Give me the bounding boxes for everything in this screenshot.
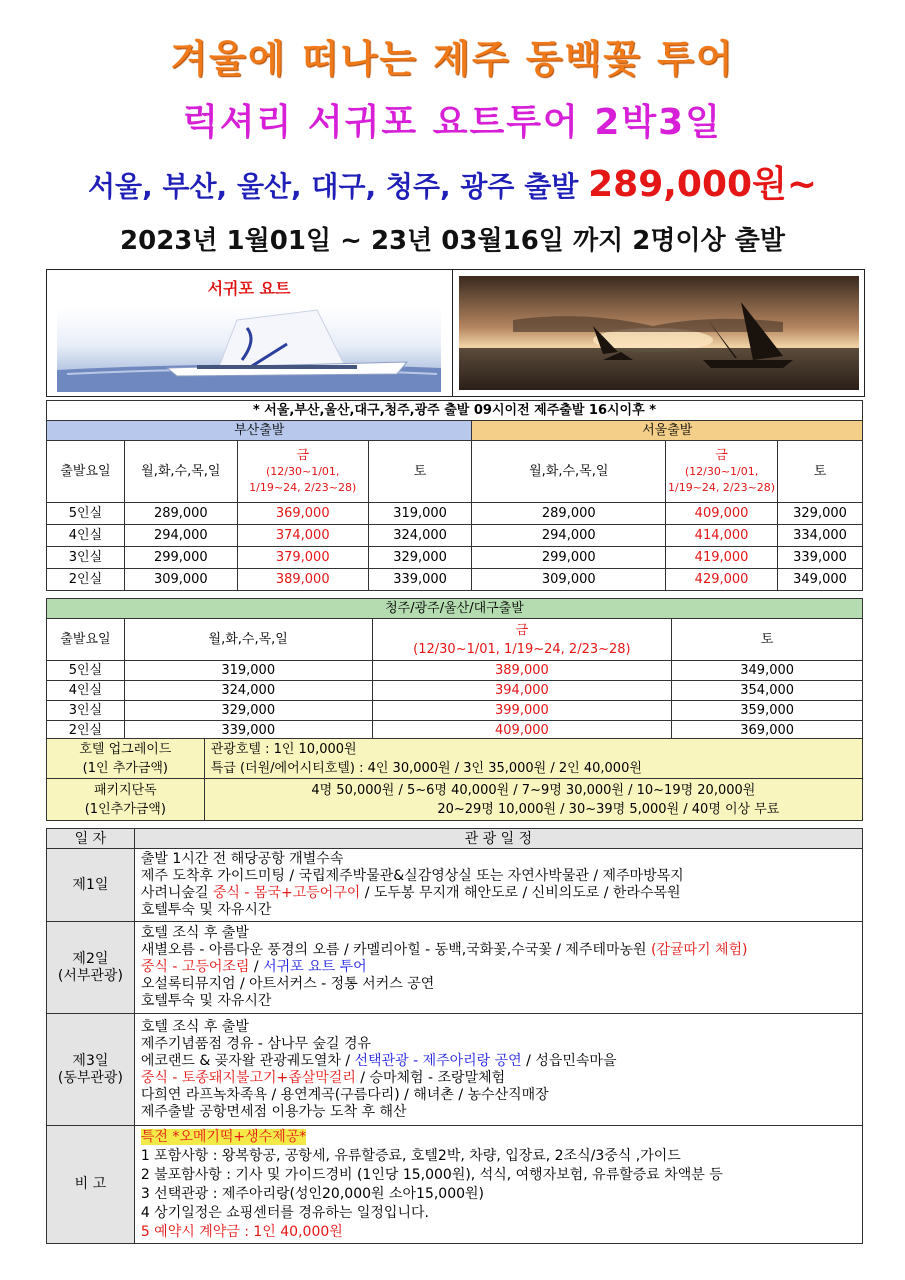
col-saturday: 토 (368, 441, 472, 503)
departure-cities: 서울, 부산, 울산, 대구, 청주, 광주 출발 (87, 170, 579, 203)
price-cell: 294,000 (124, 525, 237, 547)
col-saturday: 토 (778, 441, 863, 503)
day-theme: (동부관광) (57, 1069, 123, 1086)
remark-line: 4 상기일정은 쇼핑센터를 경유하는 일정입니다. (140, 1204, 429, 1221)
plan-line: 호텔투숙 및 자유시간 (140, 902, 272, 918)
day-row (47, 849, 863, 922)
col-friday (666, 441, 778, 503)
col-friday (237, 441, 368, 503)
col-departure-day: 출발요일 (47, 619, 125, 661)
price-cell: 329,000 (778, 503, 863, 525)
col-weekday: 월,화,수,목,일 (124, 619, 372, 661)
price-cell: 319,000 (124, 661, 372, 681)
price-cell: 299,000 (124, 547, 237, 569)
room-type: 5인실 (47, 661, 125, 681)
room-type: 2인실 (47, 721, 125, 741)
special-offer-text: 특전 *오메기떡+생수제공* (140, 1128, 307, 1145)
table-row (47, 701, 863, 721)
friday-note-2: 1/19~24, 2/23~28) (667, 480, 776, 494)
day3-label (47, 1014, 135, 1126)
departure-line (0, 156, 905, 207)
package-line-2: 20~29명 10,000원 / 30~39명 5,000원 / 40명 이상 무료 (437, 801, 780, 817)
hotel-upgrade-title: 호텔 업그레이드 (79, 741, 172, 757)
plan-line: 오설록티뮤지엄 / 아트서커스 - 정통 서커스 공연 (140, 976, 435, 992)
remarks-content (134, 1126, 862, 1244)
price-cell: 409,000 (666, 503, 778, 525)
price-cell: 324,000 (124, 681, 372, 701)
yacht-photo (47, 270, 451, 396)
price-table (46, 400, 863, 591)
special-offer (141, 1128, 862, 1147)
room-type: 3인실 (47, 547, 125, 569)
day3-plan (134, 1014, 862, 1126)
plan-line: 호텔 조식 후 출발 (140, 925, 249, 941)
package-title: 패키지단독 (93, 782, 157, 798)
package-subtitle: (1인추가금액) (84, 801, 166, 817)
price-cell: 379,000 (237, 547, 368, 569)
room-type: 4인실 (47, 525, 125, 547)
table-row (47, 503, 863, 525)
plan-line (141, 959, 862, 976)
price-cell: 339,000 (124, 721, 372, 741)
col-saturday: 토 (672, 619, 863, 661)
col-day: 일 자 (47, 829, 135, 849)
room-type: 4인실 (47, 681, 125, 701)
price-cell: 389,000 (237, 569, 368, 591)
plan-text: / 성읍민속마을 (521, 1052, 617, 1069)
day-theme: (서부관광) (57, 967, 123, 984)
table-row (47, 661, 863, 681)
day-number: 제3일 (72, 1052, 109, 1069)
day1-plan (134, 849, 862, 922)
remarks-label: 비 고 (47, 1126, 135, 1244)
room-type: 2인실 (47, 569, 125, 591)
price-cell: 294,000 (472, 525, 666, 547)
price-cell: 329,000 (368, 547, 472, 569)
price-cell: 339,000 (368, 569, 472, 591)
hotel-upgrade-subtitle: (1인 추가금액) (82, 760, 169, 776)
regional-price-table (46, 598, 863, 741)
day2-plan (134, 922, 862, 1014)
upgrade-line-1: 관광호텔 : 1인 10,000원 (210, 741, 357, 757)
plan-line: 제주기념품점 경유 - 삼나무 숲길 경유 (140, 1035, 371, 1052)
photo-strip (46, 269, 865, 397)
hotel-upgrade-prices (204, 739, 862, 779)
plan-line: 호텔 조식 후 출발 (140, 1018, 249, 1035)
table-row (47, 547, 863, 569)
price-cell: 369,000 (237, 503, 368, 525)
price-cell: 354,000 (672, 681, 863, 701)
plan-line: 제주출발 공항면세점 이용가능 도착 후 해산 (140, 1103, 407, 1120)
price-cell: 319,000 (368, 503, 472, 525)
room-type: 3인실 (47, 701, 125, 721)
table-row (47, 569, 863, 591)
day1-label: 제1일 (47, 849, 135, 922)
price-cell: 389,000 (372, 661, 672, 681)
price-cell: 324,000 (368, 525, 472, 547)
highlight-text: 서귀포 요트 투어 (263, 959, 367, 975)
plan-text: / 도두봉 무지개 해안도로 / 신비의도로 / 한라수목원 (360, 885, 681, 901)
lunch-text: 중식 - 고등어조림 (140, 959, 250, 975)
price-cell: 374,000 (237, 525, 368, 547)
price-cell: 309,000 (124, 569, 237, 591)
highlight-text: 선택관광 - 제주아리랑 공연 (354, 1052, 522, 1069)
price-cell: 419,000 (666, 547, 778, 569)
plan-line (141, 1053, 862, 1070)
plan-text: / 승마체험 - 조랑말체험 (355, 1069, 506, 1086)
price-cell: 349,000 (672, 661, 863, 681)
price-cell: 339,000 (778, 547, 863, 569)
price-cell: 334,000 (778, 525, 863, 547)
col-plan: 관 광 일 정 (134, 829, 862, 849)
hotel-upgrade-label (47, 739, 205, 779)
plan-text: / (249, 959, 264, 975)
room-type: 5인실 (47, 503, 125, 525)
price-cell: 414,000 (666, 525, 778, 547)
travel-period: 2023년 1월01일 ~ 23년 03월16일 까지 2명이상 출발 (120, 226, 785, 256)
busan-departure-header: 부산출발 (47, 421, 472, 441)
friday-note-1: (12/30~1/01, (266, 464, 340, 478)
price-cell: 349,000 (778, 569, 863, 591)
itinerary-table (46, 828, 863, 1244)
price-cell: 394,000 (372, 681, 672, 701)
plan-line (141, 885, 862, 902)
plan-line: 다희연 라프녹차족욕 / 용연계곡(구름다리) / 해녀촌 / 농수산직매장 (140, 1086, 549, 1103)
price-cell: 289,000 (124, 503, 237, 525)
remark-line: 3 선택관광 : 제주아리랑(성인20,000원 소아15,000원) (140, 1185, 485, 1202)
remark-line: 1 포함사항 : 왕복항공, 공항세, 유류할증료, 호텔2박, 차량, 입장료, 2조식/3중식 ,가이드 (140, 1147, 681, 1164)
remark-line: 2 불포함사항 : 기사 및 가이드경비 (1인당 15,000원), 석식, 여행자보험, 유류할증료 차액분 등 (140, 1166, 723, 1183)
package-line-1: 4명 50,000원 / 5~6명 40,000원 / 7~9명 30,000원 / 10~19명 20,000원 (311, 782, 756, 798)
plan-text: 새별오름 - 아름다운 풍경의 오름 / 카멜리아힐 - 동백,국화꽃,수국꽃 / 제주테마농원 (140, 942, 651, 958)
price-cell: 399,000 (372, 701, 672, 721)
price-cell: 409,000 (372, 721, 672, 741)
lunch-text: 중식 - 몸국+고등어구이 (212, 885, 361, 901)
col-friday (372, 619, 672, 661)
departure-notice: * 서울,부산,울산,대구,청주,광주 출발 09시이전 제주출발 16시이후 * (47, 401, 863, 421)
day-row (47, 1014, 863, 1126)
friday-label: 금 (715, 447, 728, 463)
friday-note-2: 1/19~24, 2/23~28) (249, 480, 357, 494)
plan-text: 에코랜드 & 곶자왈 관광궤도열차 / (140, 1052, 355, 1069)
main-title: 겨울에 떠나는 제주 동백꽃 투어 (170, 37, 735, 81)
day2-label (47, 922, 135, 1014)
col-departure-day: 출발요일 (47, 441, 125, 503)
package-prices (204, 779, 862, 821)
table-row (47, 525, 863, 547)
plan-line: 출발 1시간 전 해당공항 개별수속 (140, 851, 344, 867)
remark-line: 5 예약시 계약금 : 1인 40,000원 (140, 1223, 343, 1240)
price-cell: 329,000 (124, 701, 372, 721)
friday-note: (12/30~1/01, 1/19~24, 2/23~28) (413, 641, 631, 657)
regional-departure-header: 청주/광주/울산/대구출발 (47, 599, 863, 619)
lunch-text: 중식 - 토종돼지불고기+좁살막걸리 (140, 1069, 356, 1086)
friday-label: 금 (515, 622, 529, 638)
plan-line (141, 1070, 862, 1087)
friday-note-1: (12/30~1/01, (684, 464, 759, 478)
price-cell: 289,000 (472, 503, 666, 525)
plan-line: 제주 도착후 가이드미팅 / 국립제주박물관&실감영상실 또는 자연사박물관 / 제주마방목지 (140, 868, 684, 884)
price-cell: 369,000 (672, 721, 863, 741)
package-label (47, 779, 205, 821)
highlight-text: (감귤따기 체험) (650, 942, 748, 958)
price-cell: 309,000 (472, 569, 666, 591)
upgrade-line-2: 특급 (더원/에어시티호텔) : 4인 30,000원 / 3인 35,000원 / 2인 40,000원 (210, 760, 642, 776)
plan-line: 호텔투숙 및 자유시간 (140, 993, 272, 1009)
plan-text: 사려니숲길 (140, 885, 213, 901)
extra-charge-table (46, 738, 863, 821)
friday-label: 금 (296, 447, 309, 463)
photo-caption: 서귀포 요트 (207, 279, 291, 298)
sub-title: 럭셔리 서귀포 요트투어 2박3일 (182, 102, 722, 143)
day-row (47, 922, 863, 1014)
table-row (47, 681, 863, 701)
price-cell: 429,000 (666, 569, 778, 591)
day-number: 제2일 (72, 950, 109, 967)
col-weekday: 월,화,수,목,일 (472, 441, 666, 503)
col-weekday: 월,화,수,목,일 (124, 441, 237, 503)
remarks-row (47, 1126, 863, 1244)
seoul-departure-header: 서울출발 (472, 421, 863, 441)
start-price: 289,000원~ (588, 164, 818, 205)
price-cell: 299,000 (472, 547, 666, 569)
price-cell: 359,000 (672, 701, 863, 721)
plan-line (141, 942, 862, 959)
sunset-yacht-photo (452, 270, 865, 396)
